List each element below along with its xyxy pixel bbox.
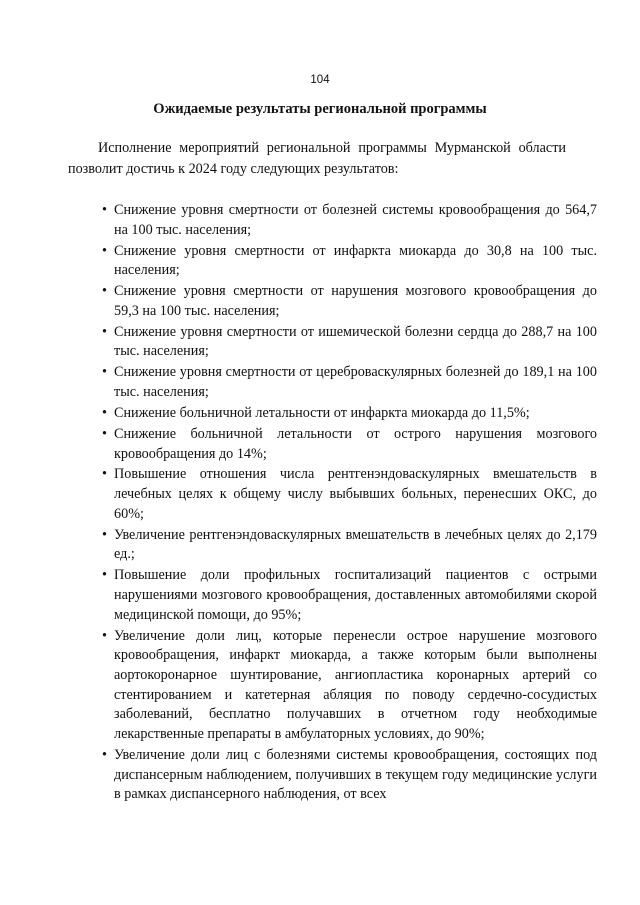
list-item	[102, 242, 597, 281]
list-item	[102, 566, 597, 625]
list-item-text: Снижение уровня смертности от инфаркта миокарда до 30,8 на 100 тыс. населения;	[114, 242, 597, 279]
bullet-icon: •	[102, 425, 107, 442]
bullet-icon: •	[102, 323, 107, 340]
list-item-text: Снижение уровня смертности от ишемической болезни сердца до 288,7 на 100 тыс. населения;	[114, 323, 597, 360]
bullet-icon: •	[102, 242, 107, 259]
page-number: 104	[310, 74, 330, 86]
list-item-text: Снижение уровня смертности от цереброваскулярных болезней до 189,1 на 100 тыс. населения;	[114, 364, 597, 401]
list-item-text: Снижение уровня смертности от болезней системы кровообращения до 564,7 на 100 тыс. населения;	[114, 202, 597, 238]
list-item	[102, 465, 597, 524]
list-item	[102, 282, 597, 321]
list-item	[102, 746, 597, 805]
section-title: Ожидаемые результаты региональной программы	[153, 101, 487, 117]
list-item-text: Повышение отношения числа рентгенэндоваскулярных вмешательств в лечебных целях к общему числу выбывших больных, перенесших ОКС, до 60%;	[114, 466, 597, 522]
bullet-icon: •	[102, 364, 107, 381]
results-list	[102, 201, 597, 806]
list-item	[102, 323, 597, 362]
intro-paragraph: Исполнение мероприятий региональной программы Мурманской области позволит достичь к 2024 году следующих результатов:	[68, 140, 566, 177]
list-item-text: Увеличение рентгенэндоваскулярных вмешательств в лечебных целях до 2,179 ед.;	[114, 526, 597, 563]
list-item	[102, 425, 597, 464]
bullet-icon: •	[102, 747, 107, 764]
bullet-icon: •	[102, 526, 107, 543]
list-item	[102, 404, 597, 424]
list-item-text: Снижение больничной летальности от острого нарушения мозгового кровообращения до 14%;	[114, 425, 597, 462]
list-item-text: Увеличение доли лиц, которые перенесли острое нарушение мозгового кровообращения, инфаркт миокарда, а также которым были выполнены аортокоронарное шунтирование, ангиопластика коронарных артерий со стентированием и катетерная абляция по поводу сердечно-сосудистых заболеваний, бесплатно получавших в отчетном году необходимые лекарственные препараты в амбулаторных условиях, до 90%;	[114, 627, 597, 743]
bullet-icon: •	[102, 202, 107, 218]
list-item	[102, 201, 597, 240]
list-item	[102, 526, 597, 565]
bullet-icon: •	[102, 627, 107, 644]
bullet-icon: •	[102, 404, 107, 421]
list-item-text: Повышение доли профильных госпитализаций пациентов с острыми нарушениями мозгового кровообращения, доставленных автомобилями скорой медицинской помощи, до 95%;	[114, 567, 597, 623]
list-item-text: Снижение больничной летальности от инфаркта миокарда до 11,5%;	[114, 404, 530, 421]
list-item-text: Увеличение доли лиц с болезнями системы кровообращения, состоящих под диспансерным наблюдением, получивших в текущем году медицинские услуги в рамках диспансерного наблюдения, от всех	[114, 747, 597, 803]
list-item	[102, 363, 597, 402]
list-item-text: Снижение уровня смертности от нарушения мозгового кровообращения до 59,3 на 100 тыс. населения;	[114, 283, 597, 319]
bullet-icon: •	[102, 283, 107, 300]
list-item	[102, 627, 597, 745]
bullet-icon: •	[102, 567, 107, 584]
bullet-icon: •	[102, 466, 107, 483]
